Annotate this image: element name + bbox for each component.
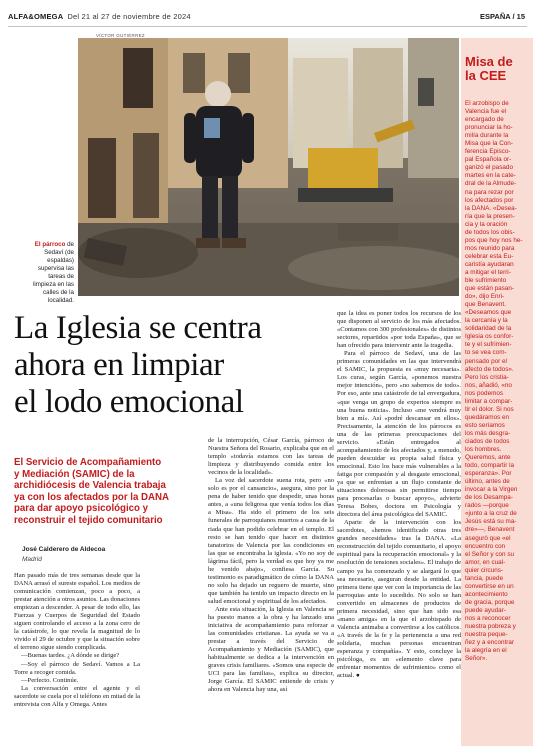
caption-text: de Sedaví (de espaldas) supervisa las tareas de limpieza en las calles de la localidad. <box>33 241 74 304</box>
photo-credit: VÍCTOR GUTIÉRREZ <box>96 33 145 38</box>
flood-street-photo <box>78 38 459 296</box>
article-subheadline: El Servicio de Acompañamiento y Mediación (SAMIC) de la archidiócesis de Valencia trabaja ya con los afectados por la DANA para dar apoyo psicológico y reconstruir el tejido comunitario <box>14 457 170 526</box>
section-page-number: ESPAÑA / 15 <box>479 12 525 21</box>
publication-name <box>8 12 191 21</box>
body-paragraph: Ante esta situación, la Iglesia en Valencia se ha puesto manos a la obra y ha lanzado una iniciativa de acompañamiento para reforzar a las comunidades cristianas. La ayuda se va a prestar a través del Servicio de Acompañamiento y Mediación (SAMIC), que habitualmente se dedica a la intervención en graves crisis familiares. «Somos una especie de UCI para las familias», explica su director, Jorge García. El SAMIC entiende de crisis y ahora en Valencia hay una, así <box>208 605 334 694</box>
page-header <box>0 0 537 30</box>
body-paragraph: de la interrupción, César García, párroco de Nuestra Señora del Rosario, explicaba que en el templo «todavía estamos con las tareas de limpieza y distribuyendo comida entre los vecinos de la localidad». <box>208 437 334 477</box>
sidebar-title: Misa de la CEE <box>465 54 513 83</box>
body-paragraph: que la idea es poner todos los recursos de los que disponen al servicio de los más afectados. «Contamos con 300 profesionales» de distintos sectores, repartidos «por toda España», que se han ofrecido para intervenir ante la tragedia. <box>337 310 461 350</box>
publication-title: ALFA&OMEGA <box>8 12 64 21</box>
caption-lead: El párroco <box>34 241 66 248</box>
body-paragraph: Han pasado más de tres semanas desde que la DANA arrasó el sureste español. Los medios de comunicación comienzan, poco a poco, a prestar atención a otros asuntos. Las donaciones empiezan a descender. A pesar de todo ello, las Fuerzas y Cuerpos de Seguridad del Estado siguen controlando el acceso a la zona cero de la catástrofe, lo que revela la magnitud de lo vivido el 29 de octubre y que la situación sobre el terreno sigue siendo complicada. <box>14 572 140 652</box>
body-paragraph: —Buenas tardes. ¿A dónde se dirige? <box>21 652 120 660</box>
body-paragraph: La voz del sacerdote suena rota, pero «no solo es por el cansancio», asegura, sino por la pena de haber tenido que despedir, unas horas antes, a «una feligresa que venía todos los días a Misa». Ha sido el primero de los seis funerales de parroquianos muertos a causa de la riada que han podido celebrar en el templo. El resto se han tenido que hacer en distintos tanatorios de Valencia por las condiciones en las que se encontraba la iglesia. «Yo no soy de lágrima fácil, pero la verdad es que hoy ya me he venido abajo», confiesa García. Su testimonio es paradigmático de cómo la DANA no solo ha dejado un reguero de muerte, sino que también ha tenido un impacto directo en la salud emocional y espiritual de los afectados. <box>208 477 334 605</box>
body-column-2 <box>208 437 334 695</box>
body-paragraph: —Perfecto. Continúe. <box>21 676 79 684</box>
article-photo <box>78 38 459 296</box>
body-column-3 <box>337 310 461 680</box>
body-paragraph: —Soy el párroco de Sedaví. Vamos a La Torre a recoger comida. <box>14 660 140 676</box>
header-rule <box>8 26 527 27</box>
article-headline: La Iglesia se centra ahora en limpiar el lodo emocional <box>14 310 262 420</box>
body-column-1 <box>14 572 140 709</box>
author-byline: José Calderero de Aldecoa <box>22 546 106 553</box>
issue-date: Del 21 al 27 de noviembre de 2024 <box>67 12 191 21</box>
body-paragraph: Para el párroco de Sedaví, una de las primeras comunidades en las que intervendrá el SAMIC, la propuesta es «muy necesaria». Los curas, según García, «ponemos nuestra mejor intención», pero «no sabemos de todo». Por eso, ante una catástrofe de tal envergadura, «que venga un grupo de expertos siempre es una buena noticia». Incluso «me vendrá muy bien a mí». Así «podré descansar en ellos». Precisamente, la atención de los párrocos es una de las primeras preocupaciones del servicio. «Están entregados al acompañamiento de los afectados y, a menudo, pueden descuidar su propia salud física y emocional. Esto los hace más vulnerables a la fatiga por compasión y al desgaste emocional, ya que se enfrentan a un flujo constante de situaciones dolorosas sin permitirse tiempo para procesarlas o buscar apoyo», advierte Teresa Bobes, doctora en Psicología y directora del área psicológica del SAMIC. <box>337 350 461 519</box>
dateline-place: Madrid <box>22 556 42 563</box>
body-paragraph: Aparte de la intervención con los sacerdotes, «hemos identificado otras tres grandes necesidades» tras la DANA. «La reconstrucción del tejido comunitario, el apoyo espiritual para la recuperación emocional» y la resolución de tensiones sociales». El trabajo de campo ya ha comenzado y se alargará lo que sea necesario, aseguran desde la entidad. La primera tiene que ver con la importancia de las parroquias ante lo sucedido. No solo se han convertido en almacenes de productos de primera necesidad, sino que han sido esa «mano amiga» en la que el arzobispado de Valencia animaba a convertirse a los católicos. «A través de la fe y la pertenencia a una red solidaria, muchas personas encuentran esperanza y compañía». Y esto, concluye la psicóloga, es un «elemento clave para enfrentar momentos de sufrimiento» como el actual. ● <box>337 519 461 680</box>
photo-caption <box>30 241 74 305</box>
body-paragraph: La conversación entre el agente y el sacerdote se cuela por el teléfono en mitad de la entrevista con Alfa y Omega. Antes <box>14 684 140 708</box>
sidebar-text: El arzobispo de Valencia fue el encargado de pronunciar la ho- milía durante la Misa que la Con- ferencia Episco- pal Española or- ganizó el pasado martes en la cate- dral de la Almude- na para rezar por los afectados por la DANA. «Desea- ría que la presen- cia y la oración de todos los obis- pos que hoy nos he- mos reunido para celebrar esta Eu- caristía ayudaran a mitigar el terri- ble sufrimiento que están pasan- do», dijo Enri- que Benavent. «Deseamos que la cercanía y la solidaridad de la Iglesia os confor- te y el sufrimien- to se vea com- pensado por el afecto de todos». Pero los cristia- nos, añadió, «no nos podemos limitar a compar- tir el dolor. Si nos quedáramos en esto seríamos los más desgra- ciados de todos los hombres. Queremos, ante todo, compartir la esperanza». Por último, antes de invocar a la Virgen de los Desampa- rados —porque «junto a la cruz de Jesús está su ma- dre»—, Benavent aseguró que «el encuentro con el Señor y con su amor, en cual- quier circuns- tancia, puede convertirse en un acontecimiento de gracia, porque puede ayudar- nos a reconocer nuestra pobreza y nuestra peque- ñez y a encontrar la alegría en el Señor». <box>465 100 523 663</box>
